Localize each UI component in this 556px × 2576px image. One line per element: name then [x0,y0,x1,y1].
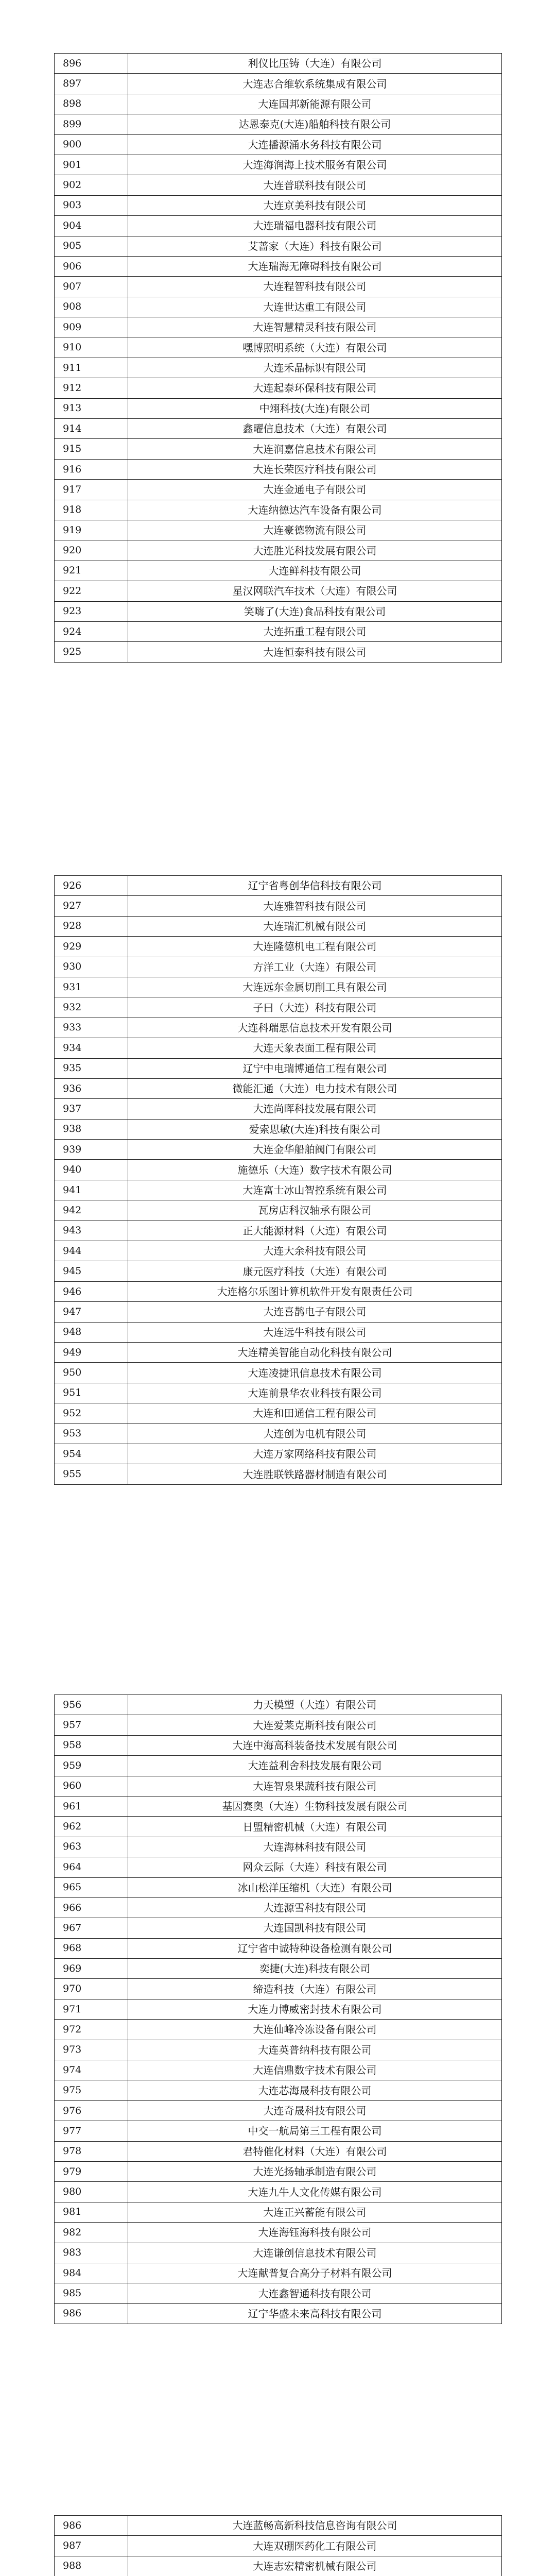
row-number: 903 [55,195,128,215]
company-name: 大连光扬轴承制造有限公司 [128,2161,502,2181]
row-number: 962 [55,1817,128,1837]
table-row [55,1464,502,1484]
company-name: 大连远牛科技有限公司 [128,1322,502,1342]
table-row [55,1261,502,1281]
company-name: 大连鲜科技有限公司 [128,561,502,581]
table-row [55,2020,502,2040]
company-name: 大连隆德机电工程有限公司 [128,937,502,957]
company-name: 大连正兴蓄能有限公司 [128,2202,502,2222]
company-name: 大连芯海晟科技有限公司 [128,2080,502,2100]
row-number: 905 [55,236,128,256]
row-number: 931 [55,977,128,997]
row-number: 961 [55,1796,128,1816]
table-row [55,114,502,134]
row-number: 951 [55,1383,128,1403]
company-name: 大连智泉果蔬科技有限公司 [128,1776,502,1796]
company-name: 大连奇晟科技有限公司 [128,2100,502,2121]
table-row [55,2303,502,2324]
company-name: 大连献普复合高分子材料有限公司 [128,2263,502,2283]
table-row [55,1119,502,1139]
company-name: 大连喜鹊电子有限公司 [128,1302,502,1322]
row-number: 942 [55,1200,128,1221]
row-number: 928 [55,916,128,936]
company-name: 大连胜联铁路器材制造有限公司 [128,1464,502,1484]
row-number: 914 [55,419,128,439]
company-name: 大连鑫智通科技有限公司 [128,2283,502,2303]
table-row [55,1715,502,1735]
row-number: 963 [55,1837,128,1857]
row-number: 906 [55,256,128,276]
row-number: 971 [55,1999,128,2019]
company-name: 大连程智科技有限公司 [128,277,502,297]
row-number: 974 [55,2060,128,2080]
table-row [55,1837,502,1857]
row-number: 944 [55,1241,128,1261]
row-number: 899 [55,114,128,134]
row-number: 916 [55,459,128,479]
row-number: 926 [55,876,128,896]
company-name: 大连信鼎数字技术有限公司 [128,2060,502,2080]
table-row [55,1302,502,1322]
company-name: 大连大余科技有限公司 [128,1241,502,1261]
table-row [55,1403,502,1423]
table-row [55,561,502,581]
row-number: 907 [55,277,128,297]
row-number: 908 [55,297,128,317]
row-number: 902 [55,175,128,195]
row-number: 922 [55,581,128,601]
row-number: 946 [55,1281,128,1301]
company-name: 方洋工业（大连）有限公司 [128,957,502,977]
table-row [55,378,502,398]
company-name: 辽宁省中诚特种设备检测有限公司 [128,1938,502,1958]
company-name: 艾蔷家（大连）科技有限公司 [128,236,502,256]
company-table-page-4 [54,2515,502,2576]
table-row [55,2536,502,2556]
table-row [55,1695,502,1715]
company-name: 大连长荣医疗科技有限公司 [128,459,502,479]
table-row [55,1099,502,1119]
table-row [55,2161,502,2181]
row-number: 923 [55,601,128,621]
row-number: 924 [55,621,128,641]
company-name: 大连雅智科技有限公司 [128,896,502,916]
table-row [55,236,502,256]
row-number: 927 [55,896,128,916]
row-number: 959 [55,1756,128,1776]
row-number: 910 [55,337,128,358]
table-row [55,2100,502,2121]
company-name: 大连恒泰科技有限公司 [128,642,502,662]
row-number: 966 [55,1897,128,1918]
company-name: 子曰（大连）科技有限公司 [128,997,502,1018]
company-name: 大连胜光科技发展有限公司 [128,540,502,561]
row-number: 917 [55,480,128,500]
company-name: 鑫曜信息技术（大连）有限公司 [128,419,502,439]
row-number: 985 [55,2283,128,2303]
company-name: 康元医疗科技（大连）有限公司 [128,1261,502,1281]
company-name: 大连双硼医药化工有限公司 [128,2536,502,2556]
table-row [55,876,502,896]
table-row [55,1423,502,1444]
table-row [55,2202,502,2222]
table-row [55,134,502,155]
table-row [55,175,502,195]
table-row [55,1322,502,1342]
company-name: 大连力博威密封技术有限公司 [128,1999,502,2019]
company-name: 大连万家网络科技有限公司 [128,1444,502,1464]
company-name: 大连英普纳科技有限公司 [128,2040,502,2060]
table-row [55,621,502,641]
company-name: 施德乐（大连）数字技术有限公司 [128,1160,502,1180]
table-row [55,1140,502,1160]
row-number: 973 [55,2040,128,2060]
table-row [55,520,502,540]
table-row [55,358,502,378]
table-row [55,2243,502,2263]
row-number: 950 [55,1363,128,1383]
company-name: 大连富士冰山智控系统有限公司 [128,1180,502,1200]
table-row [55,2080,502,2100]
table-row [55,1444,502,1464]
company-name: 大连国凯科技有限公司 [128,1918,502,1938]
company-name: 大连前景华农业科技有限公司 [128,1383,502,1403]
row-number: 955 [55,1464,128,1484]
row-number: 933 [55,1018,128,1038]
table-row [55,277,502,297]
company-name: 利仪比压铸（大连）有限公司 [128,54,502,74]
company-name: 大连海林科技有限公司 [128,1837,502,1857]
row-number: 935 [55,1058,128,1078]
row-number: 981 [55,2202,128,2222]
table-row [55,1160,502,1180]
row-number: 912 [55,378,128,398]
table-row [55,1363,502,1383]
table-row [55,2060,502,2080]
table-row [55,216,502,236]
company-name: 大连京美科技有限公司 [128,195,502,215]
row-number: 948 [55,1322,128,1342]
table-body [55,1695,502,2324]
row-number: 921 [55,561,128,581]
company-name: 大连纳德达汽车设备有限公司 [128,500,502,520]
company-name: 大连仙峰冷冻设备有限公司 [128,2020,502,2040]
company-name: 爱索思敏(大连)科技有限公司 [128,1119,502,1139]
table-row [55,2040,502,2060]
table-row [55,540,502,561]
company-name: 大连志合维软系统集成有限公司 [128,74,502,94]
row-number: 918 [55,500,128,520]
row-number: 941 [55,1180,128,1200]
company-name: 君特催化材料（大连）有限公司 [128,2141,502,2161]
row-number: 939 [55,1140,128,1160]
row-number: 913 [55,398,128,418]
table-body [55,876,502,1485]
table-row [55,74,502,94]
company-name: 嘿博照明系统（大连）有限公司 [128,337,502,358]
table-row [55,1038,502,1058]
company-name: 大连播源涌水务科技有限公司 [128,134,502,155]
row-number: 970 [55,1979,128,1999]
row-number: 952 [55,1403,128,1423]
row-number: 977 [55,2121,128,2141]
table-row [55,937,502,957]
company-name: 大连蓝畅高新科技信息咨询有限公司 [128,2516,502,2536]
company-name: 大连禾晶标识有限公司 [128,358,502,378]
table-row [55,155,502,175]
table-row [55,1735,502,1755]
table-row [55,601,502,621]
company-name: 大连国邦新能源有限公司 [128,94,502,114]
row-number: 947 [55,1302,128,1322]
table-row [55,1018,502,1038]
company-name: 力天模塑（大连）有限公司 [128,1695,502,1715]
table-row [55,2556,502,2576]
table-row [55,1078,502,1098]
company-name: 冰山松洋压缩机（大连）有限公司 [128,1877,502,1897]
row-number: 969 [55,1959,128,1979]
company-name: 辽宁华盛未来高科技有限公司 [128,2303,502,2324]
row-number: 949 [55,1342,128,1362]
table-row [55,419,502,439]
company-name: 微能汇通（大连）电力技术有限公司 [128,1078,502,1098]
company-name: 大连科瑞思信息技术开发有限公司 [128,1018,502,1038]
row-number: 909 [55,317,128,337]
table-row [55,957,502,977]
company-name: 缔造科技（大连）有限公司 [128,1979,502,1999]
table-row [55,317,502,337]
row-number: 986 [55,2303,128,2324]
row-number: 965 [55,1877,128,1897]
company-name: 大连金通电子有限公司 [128,480,502,500]
table-row [55,54,502,74]
table-row [55,1897,502,1918]
table-row [55,2263,502,2283]
company-name: 大连金华船舶阀门有限公司 [128,1140,502,1160]
row-number: 964 [55,1857,128,1877]
table-row [55,500,502,520]
company-table-page-3 [54,1694,502,2324]
company-name: 大连爱莱克斯科技有限公司 [128,1715,502,1735]
company-name: 大连世达重工有限公司 [128,297,502,317]
company-name: 正大能源材料（大连）有限公司 [128,1221,502,1241]
row-number: 987 [55,2536,128,2556]
company-name: 大连起泰环保科技有限公司 [128,378,502,398]
row-number: 979 [55,2161,128,2181]
company-name: 大连创为电机有限公司 [128,1423,502,1444]
company-name: 网众云际（大连）科技有限公司 [128,1857,502,1877]
table-row [55,1877,502,1897]
row-number: 978 [55,2141,128,2161]
table-row [55,1999,502,2019]
company-name: 大连格尔乐图计算机软件开发有限责任公司 [128,1281,502,1301]
row-number: 967 [55,1918,128,1938]
table-row [55,977,502,997]
company-name: 大连凌捷讯信息技术有限公司 [128,1363,502,1383]
company-name: 大连天象表面工程有限公司 [128,1038,502,1058]
company-name: 大连豪德物流有限公司 [128,520,502,540]
row-number: 968 [55,1938,128,1958]
row-number: 988 [55,2556,128,2576]
table-row [55,1241,502,1261]
table-row [55,1959,502,1979]
company-name: 基因赛奥（大连）生物科技发展有限公司 [128,1796,502,1816]
table-row [55,256,502,276]
table-row [55,1342,502,1362]
row-number: 896 [55,54,128,74]
company-name: 星汉网联汽车技术（大连）有限公司 [128,581,502,601]
table-row [55,1918,502,1938]
table-row [55,997,502,1018]
row-number: 972 [55,2020,128,2040]
row-number: 901 [55,155,128,175]
company-name: 大连海钰海科技有限公司 [128,2223,502,2243]
table-row [55,297,502,317]
company-name: 大连谦创信息技术有限公司 [128,2243,502,2263]
table-row [55,1979,502,1999]
row-number: 976 [55,2100,128,2121]
row-number: 915 [55,439,128,459]
table-row [55,642,502,662]
company-name: 中交一航局第三工程有限公司 [128,2121,502,2141]
table-row [55,1383,502,1403]
company-name: 大连远东金属切削工具有限公司 [128,977,502,997]
row-number: 943 [55,1221,128,1241]
table-row [55,896,502,916]
company-name: 中翊科技(大连)有限公司 [128,398,502,418]
row-number: 984 [55,2263,128,2283]
company-name: 大连拓重工程有限公司 [128,621,502,641]
row-number: 929 [55,937,128,957]
table-row [55,1796,502,1816]
company-name: 奕捷(大连)科技有限公司 [128,1959,502,1979]
row-number: 911 [55,358,128,378]
company-name: 笑嗨了(大连)食品科技有限公司 [128,601,502,621]
row-number: 936 [55,1078,128,1098]
company-name: 日盟精密机械（大连）有限公司 [128,1817,502,1837]
company-name: 大连益利舍科技发展有限公司 [128,1756,502,1776]
company-name: 大连瑞海无障碍科技有限公司 [128,256,502,276]
row-number: 934 [55,1038,128,1058]
table-row [55,2516,502,2536]
row-number: 960 [55,1776,128,1796]
company-name: 大连中海高科装备技术发展有限公司 [128,1735,502,1755]
company-table-page-2 [54,875,502,1485]
company-name: 大连和田通信工程有限公司 [128,1403,502,1423]
table-row [55,1756,502,1776]
company-name: 大连润嘉信息技术有限公司 [128,439,502,459]
table-row [55,1058,502,1078]
company-name: 大连智慧精灵科技有限公司 [128,317,502,337]
company-name: 大连瑞汇机械有限公司 [128,916,502,936]
row-number: 904 [55,216,128,236]
row-number: 980 [55,2182,128,2202]
table-row [55,439,502,459]
row-number: 982 [55,2223,128,2243]
company-name: 大连精美智能自动化科技有限公司 [128,1342,502,1362]
row-number: 956 [55,1695,128,1715]
company-name: 大连志宏精密机械有限公司 [128,2556,502,2576]
company-table-page-1 [54,53,502,663]
company-name: 大连九牛人文化传媒有限公司 [128,2182,502,2202]
row-number: 897 [55,74,128,94]
row-number: 898 [55,94,128,114]
table-row [55,2141,502,2161]
row-number: 940 [55,1160,128,1180]
row-number: 983 [55,2243,128,2263]
row-number: 930 [55,957,128,977]
row-number: 958 [55,1735,128,1755]
table-body [55,54,502,663]
row-number: 937 [55,1099,128,1119]
table-row [55,337,502,358]
company-name: 大连尚晖科技发展有限公司 [128,1099,502,1119]
company-name: 大连海润海上技术服务有限公司 [128,155,502,175]
company-name: 瓦房店科汉轴承有限公司 [128,1200,502,1221]
company-name: 大连普联科技有限公司 [128,175,502,195]
table-row [55,1938,502,1958]
row-number: 975 [55,2080,128,2100]
table-row [55,1817,502,1837]
table-row [55,1776,502,1796]
company-name: 辽宁省粤创华信科技有限公司 [128,876,502,896]
row-number: 957 [55,1715,128,1735]
table-row [55,1180,502,1200]
table-row [55,1200,502,1221]
row-number: 920 [55,540,128,561]
table-row [55,1857,502,1877]
table-body [55,2516,502,2576]
row-number: 925 [55,642,128,662]
table-row [55,916,502,936]
row-number: 932 [55,997,128,1018]
table-row [55,480,502,500]
table-row [55,2283,502,2303]
row-number: 954 [55,1444,128,1464]
table-row [55,581,502,601]
company-name: 大连瑞福电器科技有限公司 [128,216,502,236]
table-row [55,2223,502,2243]
row-number: 953 [55,1423,128,1444]
company-name: 达恩泰克(大连)船舶科技有限公司 [128,114,502,134]
company-name: 辽宁中电瑞博通信工程有限公司 [128,1058,502,1078]
table-row [55,94,502,114]
row-number: 986 [55,2516,128,2536]
row-number: 938 [55,1119,128,1139]
table-row [55,459,502,479]
company-name: 大连源雪科技有限公司 [128,1897,502,1918]
row-number: 945 [55,1261,128,1281]
table-row [55,398,502,418]
table-row [55,195,502,215]
table-row [55,2182,502,2202]
table-row [55,1221,502,1241]
table-row [55,1281,502,1301]
row-number: 900 [55,134,128,155]
row-number: 919 [55,520,128,540]
table-row [55,2121,502,2141]
